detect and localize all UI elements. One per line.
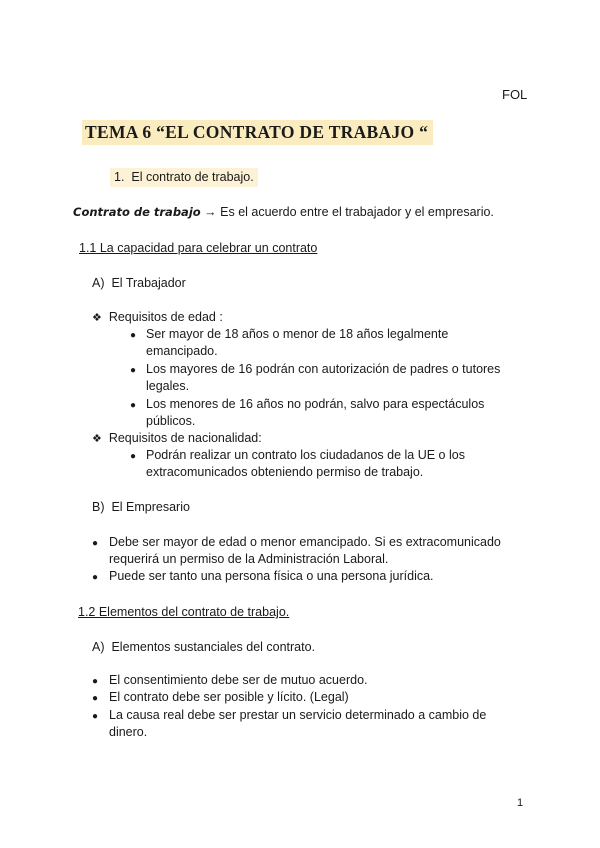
bullet-icon: ● [130,451,137,462]
part-a-trabajador [92,275,186,292]
list-item: La causa real debe ser prestar un servicio determinado a cambio de [109,708,487,722]
part-a-marker: A) [92,276,105,290]
bullet-icon: ● [130,400,137,411]
list-item-continuation: públicos. [146,414,196,428]
bullet-icon: ● [130,330,137,341]
definition-arrow: → [204,205,217,219]
list-item-continuation: emancipado. [146,344,218,358]
definition-term: Contrato de trabajo [73,205,201,219]
requisitos-edad-label: Requisitos de edad : [108,310,223,324]
part-b-marker: B) [92,500,105,514]
definition-text: Es el acuerdo entre el trabajador y el empresario. [220,205,494,219]
section-1-number: 1. [114,170,125,184]
part-b-empresario [92,499,190,516]
list-item: Podrán realizar un contrato los ciudadanos de la UE o los [146,448,465,462]
requisitos-edad-heading [92,309,223,327]
list-item-continuation: dinero. [109,725,148,739]
list-item: Ser mayor de 18 años o menor de 18 años legalmente [146,327,449,341]
list-item: El contrato debe ser posible y lícito. (Legal) [109,690,349,704]
list-item-continuation: requerirá un permiso de la Administración Laboral. [109,552,389,566]
part-a-elementos-marker: A) [92,640,105,654]
bullet-icon: ● [130,365,137,376]
subsection-1-1-heading: 1.1 La capacidad para celebrar un contrato [79,241,318,255]
list-item: El consentimiento debe ser de mutuo acuerdo. [109,673,368,687]
part-a-elementos-label: Elementos sustanciales del contrato. [111,640,316,654]
list-item-continuation: extracomunicados obteniendo permiso de trabajo. [146,465,424,479]
requisitos-nacionalidad-heading [92,430,262,448]
list-item: Debe ser mayor de edad o menor emancipado. Si es extracomunicado [109,535,501,549]
list-item: Puede ser tanto una persona física o una persona jurídica. [109,569,434,583]
list-item: Los mayores de 16 podrán con autorización de padres o tutores [146,362,501,376]
subsection-1-2-heading: 1.2 Elementos del contrato de trabajo. [78,605,290,619]
page-number: 1 [517,797,524,809]
part-a-label: El Trabajador [111,276,186,290]
definition [73,205,494,219]
requisitos-nacionalidad-label: Requisitos de nacionalidad: [108,431,262,445]
part-b-label: El Empresario [111,500,190,514]
document-title: TEMA 6 “EL CONTRATO DE TRABAJO “ [82,120,433,145]
bullet-icon: ● [92,711,99,722]
diamond-bullet-icon: ❖ [92,433,102,445]
diamond-bullet-icon: ❖ [92,312,102,324]
header-subject: FOL [502,87,528,102]
list-item: Los menores de 16 años no podrán, salvo para espectáculos [146,397,485,411]
section-1-heading [110,168,258,187]
part-a-elementos [92,639,315,656]
bullet-icon: ● [92,693,99,704]
bullet-icon: ● [92,538,99,549]
bullet-icon: ● [92,676,99,687]
list-item-continuation: legales. [146,379,190,393]
bullet-icon: ● [92,572,99,583]
section-1-label: El contrato de trabajo. [131,170,254,184]
